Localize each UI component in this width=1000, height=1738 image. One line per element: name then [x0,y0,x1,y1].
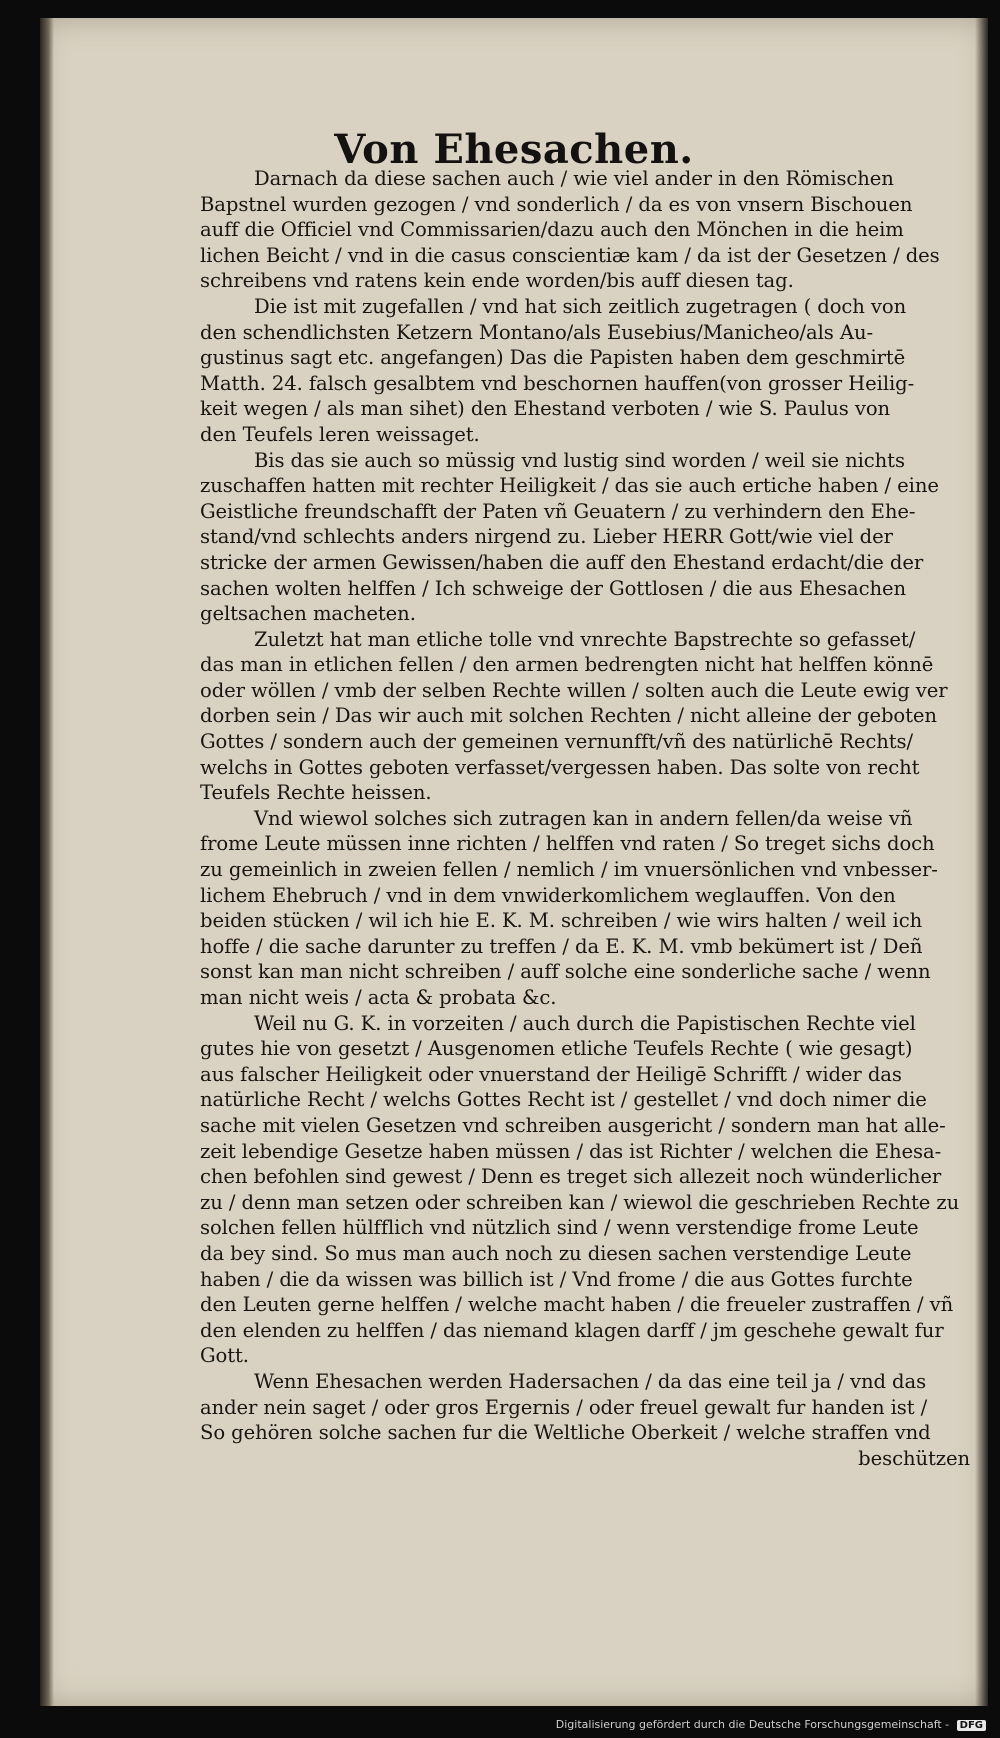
text-line: Darnach da diese sachen auch / wie viel ander in den Römischen [254,167,894,190]
text-line: Gottes / sondern auch der gemeinen vernunfft/vñ des natürlichē Rechts/ [200,730,914,754]
text-line: Weil nu G. K. in vorzeiten / auch durch die Papistischen Rechte viel [254,1011,916,1035]
text-line: Zuletzt hat man etliche tolle vnd vnrechte Bapstrechte so gefasset/ [254,627,916,651]
text-line: das man in etlichen fellen / den armen bedrengten nicht hat helffen könnē [200,653,934,677]
text-line: auff die Officiel vnd Commissarien/dazu auch den Mönchen in die heim [200,218,904,242]
funding-footer [556,1718,986,1731]
text-line: aus falscher Heiligkeit oder vnuerstand der Heiligē Schrifft / wider das [200,1062,902,1086]
text-line: dorben sein / Das wir auch mit solchen Rechten / nicht alleine der geboten [200,704,937,728]
body-text [200,166,970,1471]
text-line: stricke der armen Gewissen/haben die auff den Ehestand erdacht/die der [200,550,924,574]
text-line: geltsachen macheten. [200,602,416,626]
text-line: gustinus sagt etc. angefangen) Das die Papisten haben dem geschmirtē [200,346,906,370]
dfg-logo: DFG [957,1720,986,1731]
text-line: zu / denn man setzen oder schreiben kan / wiewol die geschrieben Rechte zu [200,1190,960,1214]
text-line: chen befohlen sind gewest / Denn es treget sich allezeit noch wünderlicher [200,1165,942,1189]
text-line: Matth. 24. falsch gesalbtem vnd beschornen hauffen(von grosser Heilig- [200,371,915,395]
text-line: stand/vnd schlechts anders nirgend zu. Lieber HERR Gott/wie viel der [200,525,893,549]
page-edge [975,18,988,1706]
text-line: den Teufels leren weissaget. [200,422,480,446]
text-line: Gott. [200,1344,249,1368]
text-line: beiden stücken / wil ich hie E. K. M. schreiben / wie wirs halten / weil ich [200,909,923,933]
catchword: beschützen [858,1446,970,1470]
text-line: schreibens vnd ratens kein ende worden/bis auff diesen tag. [200,269,794,293]
text-line: lichem Ehebruch / vnd in dem vnwiderkomlichem weglauffen. Von den [200,883,896,907]
text-line: solchen fellen hülfflich vnd nützlich sind / wenn verstendige frome Leute [200,1216,919,1240]
text-line: lichen Beicht / vnd in die casus conscientiæ kam / da ist der Gesetzen / des [200,243,940,267]
text-line: Bis das sie auch so müssig vnd lustig sind worden / weil sie nichts [254,448,905,472]
text-line: sachen wolten helffen / Ich schweige der Gottlosen / die aus Ehesachen [200,576,906,600]
page-heading: Von Ehesachen. [334,126,694,173]
text-line: Teufels Rechte heissen. [200,781,432,805]
text-line: zuschaffen hatten mit rechter Heiligkeit / das sie auch ertiche haben / eine [200,474,939,498]
text-line: zu gemeinlich in zweien fellen / nemlich / im vnuersönlichen vnd vnbesser- [200,858,938,882]
text-line: haben / die da wissen was billich ist / Vnd frome / die aus Gottes furchte [200,1267,913,1291]
text-line: frome Leute müssen inne richten / helffen vnd raten / So treget sichs doch [200,832,935,856]
text-line: natürliche Recht / welchs Gottes Recht ist / gestellet / vnd doch nimer die [200,1088,927,1112]
text-line: ander nein saget / oder gros Ergernis / oder freuel gewalt fur handen ist / [200,1395,928,1419]
text-line: da bey sind. So mus man auch noch zu diesen sachen verstendige Leute [200,1241,912,1265]
text-line: zeit lebendige Gesetze haben müssen / das ist Richter / welchen die Ehesa- [200,1139,942,1163]
text-line: gutes hie von gesetzt / Ausgenomen etliche Teufels Rechte ( wie gesagt) [200,1037,913,1061]
text-line: sache mit vielen Gesetzen vnd schreiben ausgericht / sondern man hat alle- [200,1113,946,1137]
text-line: Bapstnel wurden gezogen / vnd sonderlich / da es von vnsern Bischouen [200,192,913,216]
text-line: Geistliche freundschafft der Paten vñ Geuatern / zu verhindern den Ehe- [200,499,916,523]
page-gutter [40,18,54,1706]
text-line: den schendlichsten Ketzern Montano/als Eusebius/Manicheo/als Au- [200,320,873,344]
text-line: welchs in Gottes geboten verfasset/vergessen haben. Das solte von recht [200,755,920,779]
text-line: keit wegen / als man sihet) den Ehestand verboten / wie S. Paulus von [200,397,891,421]
text-line: Die ist mit zugefallen / vnd hat sich zeitlich zugetragen ( doch von [254,294,907,318]
text-line: oder wöllen / vmb der selben Rechte willen / solten auch die Leute ewig ver [200,678,948,702]
text-line: sonst kan man nicht schreiben / auff solche eine sonderliche sache / wenn [200,960,931,984]
text-line: den elenden zu helffen / das niemand klagen darff / jm geschehe gewalt fur [200,1318,944,1342]
text-line: So gehören solche sachen fur die Weltliche Oberkeit / welche straffen vnd [200,1421,931,1445]
footer-text: Digitalisierung gefördert durch die Deutsche Forschungsgemeinschaft - [555,1718,950,1731]
text-line: hoffe / die sache darunter zu treffen / da E. K. M. vmb bekümert ist / Deñ [200,934,923,958]
text-line: man nicht weis / acta & probata &c. [200,986,557,1009]
text-line: den Leuten gerne helffen / welche macht haben / die freueler zustraffen / vñ [200,1293,954,1317]
text-line: Wenn Ehesachen werden Hadersachen / da das eine teil ja / vnd das [254,1369,927,1393]
text-line: Vnd wiewol solches sich zutragen kan in andern fellen/da weise vñ [254,806,913,830]
